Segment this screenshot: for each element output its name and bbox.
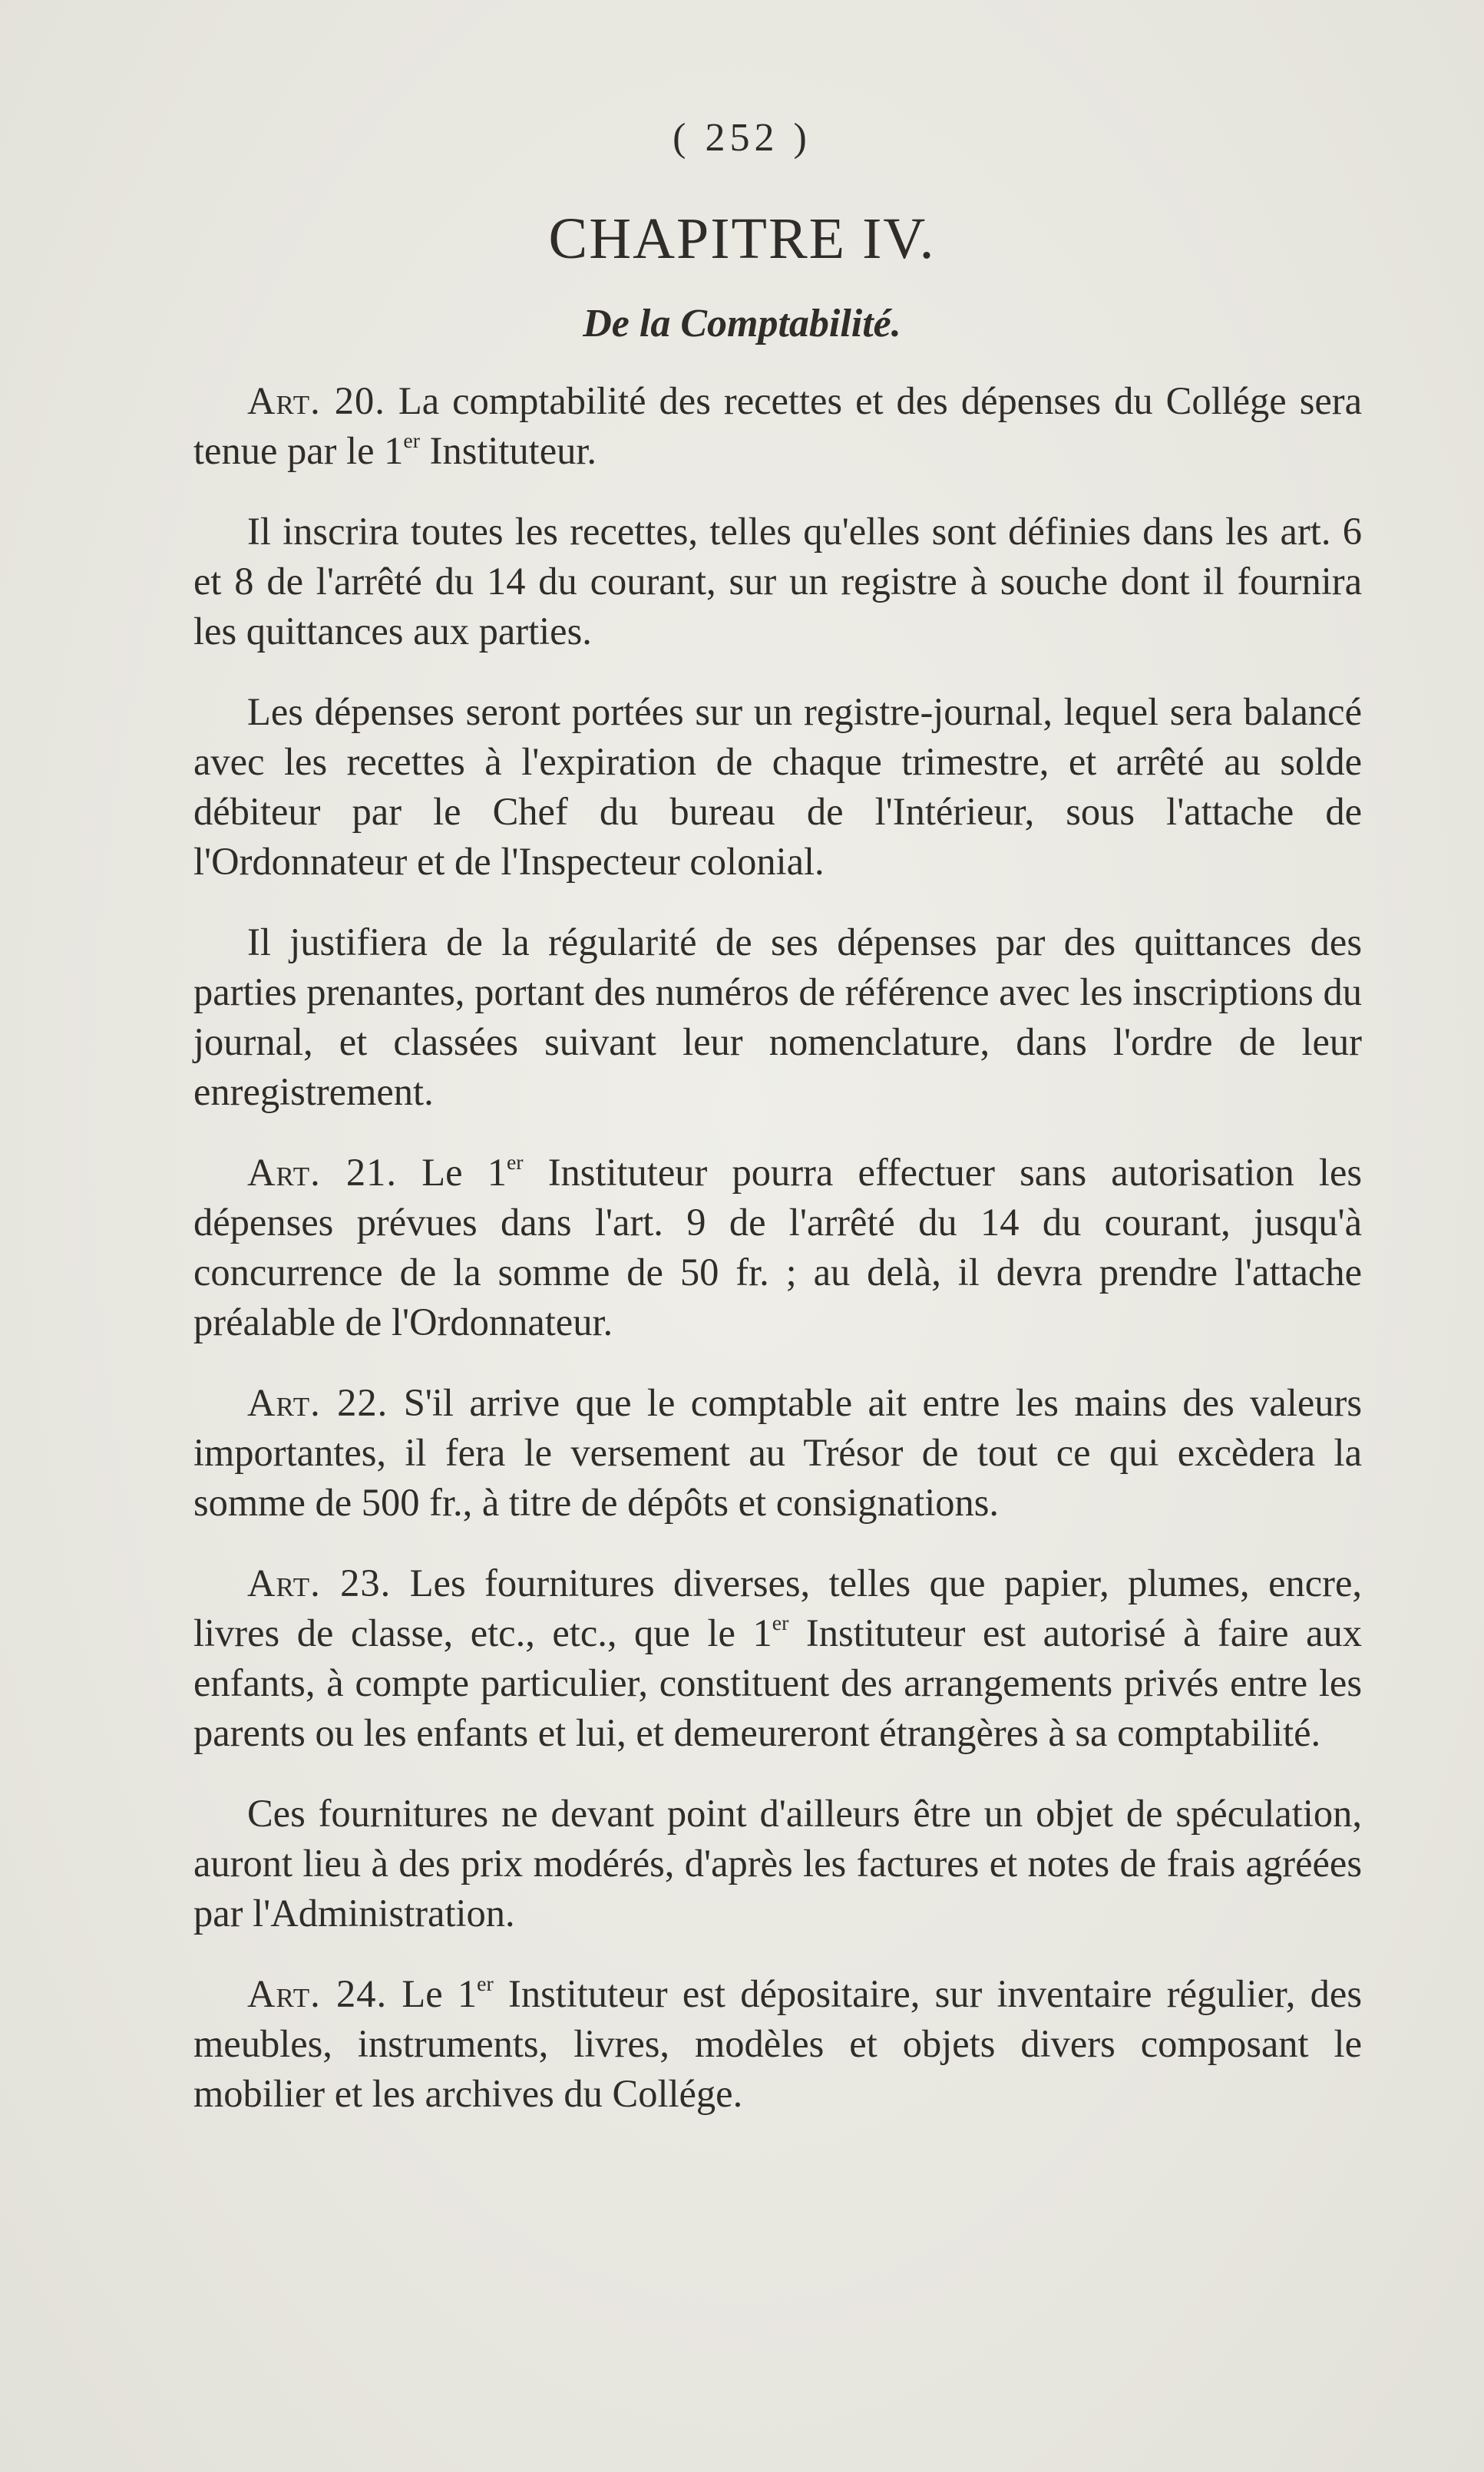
paragraph-text: La comptabilité des recettes et des dépenses du Collége sera tenue par le 1 bbox=[193, 379, 1363, 472]
article-label: Art. 21. bbox=[247, 1151, 398, 1194]
ordinal-suffix: er bbox=[477, 1972, 494, 1997]
chapter-body bbox=[193, 376, 1362, 2119]
paragraph-text: Instituteur est autorisé à faire aux enfants, à compte particulier, constituent des arrangements privés entre les parents ou les enfants et lui, et demeureront étrangères à sa comptabilité. bbox=[193, 1611, 1363, 1754]
expenses-paragraph bbox=[193, 687, 1362, 887]
article-20-paragraph bbox=[193, 376, 1362, 476]
chapter-subtitle: De la Comptabilité. bbox=[583, 302, 901, 345]
paragraph-text: Instituteur est dépositaire, sur inventaire régulier, des meubles, instruments, livres, modèles et objets divers composant le mobilier et les archives du Collége. bbox=[193, 1972, 1362, 2115]
article-label: Art. 23. bbox=[247, 1562, 392, 1604]
paragraph-text: Le 1 bbox=[387, 1972, 478, 2015]
paragraph-text: Il justifiera de la régularité de ses dépenses par des quittances des parties prenantes, portant des numéros de référence avec les inscriptions du journal, et classées suivant leur nomenclature, dans l'ordre de leur enregistrement. bbox=[193, 920, 1362, 1113]
article-23-paragraph bbox=[193, 1558, 1362, 1758]
paragraph-text: Les dépenses seront portées sur un registre-journal, lequel sera balancé avec les recettes à l'expiration de chaque trimestre, et arrêté au solde débiteur par le Chef du bureau de l'Intérieur, sous l'attache de l'Ordonnateur et de l'Inspecteur colonial. bbox=[193, 690, 1362, 883]
ordinal-suffix: er bbox=[403, 429, 420, 454]
paragraph-text: Instituteur. bbox=[420, 429, 597, 472]
article-label: Art. 20. bbox=[247, 379, 385, 422]
supplies-paragraph bbox=[193, 1789, 1362, 1938]
paragraph-text: Ces fournitures ne devant point d'ailleurs être un objet de spéculation, auront lieu à des prix modérés, d'après les factures et notes de frais agréées par l'Administration. bbox=[193, 1792, 1362, 1935]
article-24-paragraph bbox=[193, 1969, 1362, 2119]
article-label: Art. 24. bbox=[247, 1972, 388, 2015]
page-number: ( 252 ) bbox=[673, 116, 811, 160]
chapter-title: CHAPITRE IV. bbox=[548, 207, 936, 271]
ordinal-suffix: er bbox=[772, 1611, 789, 1636]
paragraph-text: Le 1 bbox=[397, 1151, 507, 1194]
receipts-paragraph bbox=[193, 507, 1362, 656]
paragraph-text: S'il arrive que le comptable ait entre les mains des valeurs importantes, il fera le versement au Trésor de tout ce qui excèdera la somme de 500 fr., à titre de dépôts et consignations. bbox=[193, 1381, 1362, 1524]
paragraph-text: Les fournitures diverses, telles que papier, plumes, encre, livres de classe, etc., etc., que le 1 bbox=[193, 1562, 1363, 1654]
article-21-paragraph bbox=[193, 1148, 1362, 1347]
article-22-paragraph bbox=[193, 1378, 1362, 1528]
ordinal-suffix: er bbox=[506, 1151, 524, 1175]
paragraph-text: Instituteur pourra effectuer sans autorisation les dépenses prévues dans l'art. 9 de l'arrêté du 14 du courant, jusqu'à concurrence de la somme de 50 fr. ; au delà, il devra prendre l'attache préalable de l'Ordonnateur. bbox=[193, 1151, 1363, 1343]
justification-paragraph bbox=[193, 917, 1362, 1117]
article-label: Art. 22. bbox=[247, 1381, 388, 1424]
paragraph-text: Il inscrira toutes les recettes, telles qu'elles sont définies dans les art. 6 et 8 de l'arrêté du 14 du courant, sur un registre à souche dont il fournira les quittances aux parties. bbox=[193, 510, 1362, 653]
